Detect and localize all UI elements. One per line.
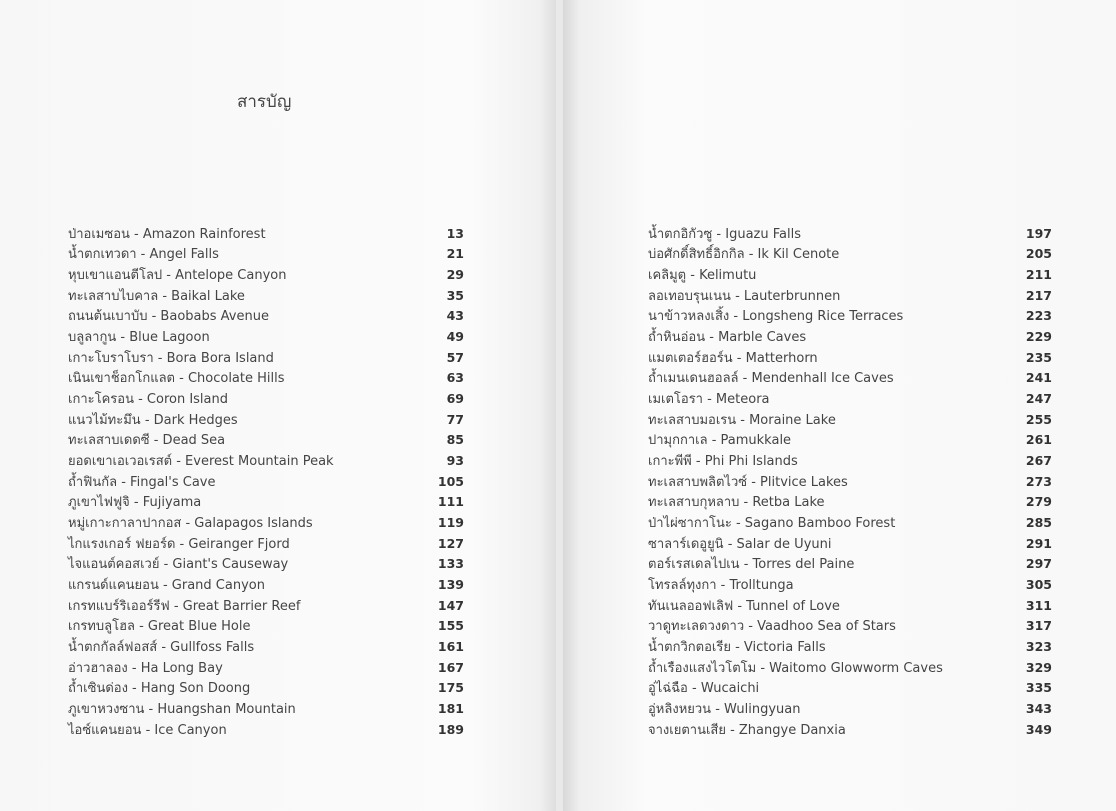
toc-entry[interactable] xyxy=(648,430,1052,451)
toc-entry[interactable] xyxy=(648,244,1052,265)
toc-entry-title: ยอดเขาเอเวอเรสต์ - Everest Mountain Peak xyxy=(68,454,334,470)
toc-entry-page-number: 147 xyxy=(437,597,464,613)
toc-list-right xyxy=(648,223,1052,739)
toc-entry-page-number: 35 xyxy=(446,287,464,303)
toc-entry-page-number: 261 xyxy=(1025,432,1052,448)
toc-entry-page-number: 223 xyxy=(1025,308,1052,324)
toc-entry[interactable] xyxy=(68,223,464,244)
toc-entry-title: ไอซ์แคนยอน - Ice Canyon xyxy=(68,722,227,738)
toc-entry[interactable] xyxy=(68,677,464,698)
toc-entry[interactable] xyxy=(68,285,464,306)
toc-entry-title: เคลิมูตู - Kelimutu xyxy=(648,268,757,284)
toc-entry[interactable] xyxy=(68,492,464,513)
toc-entry-title: บลูลากูน - Blue Lagoon xyxy=(68,330,210,346)
toc-entry-title: ทะเลสาบเดดซี - Dead Sea xyxy=(68,433,226,449)
toc-entry[interactable] xyxy=(68,574,464,595)
toc-entry[interactable] xyxy=(648,636,1052,657)
toc-entry[interactable] xyxy=(648,719,1052,740)
toc-entry-page-number: 211 xyxy=(1025,267,1052,283)
toc-entry[interactable] xyxy=(648,698,1052,719)
toc-entry[interactable] xyxy=(68,533,464,554)
toc-entry-title: ป่าไผ่ซากาโนะ - Sagano Bamboo Forest xyxy=(648,516,896,532)
toc-entry[interactable] xyxy=(648,306,1052,327)
toc-entry[interactable] xyxy=(68,347,464,368)
toc-entry[interactable] xyxy=(68,595,464,616)
toc-entry-title: ไกแรงเกอร์ ฟยอร์ด - Geiranger Fjord xyxy=(68,536,290,552)
toc-entry-page-number: 49 xyxy=(446,329,464,345)
toc-entry-page-number: 343 xyxy=(1025,700,1052,716)
toc-entry-page-number: 267 xyxy=(1025,453,1052,469)
toc-entry-page-number: 119 xyxy=(437,515,464,531)
toc-entry[interactable] xyxy=(648,450,1052,471)
toc-entry-title: อู่หลิงหยวน - Wulingyuan xyxy=(648,701,801,717)
toc-entry[interactable] xyxy=(648,471,1052,492)
toc-entry[interactable] xyxy=(68,450,464,471)
toc-entry-page-number: 57 xyxy=(446,349,464,365)
toc-entry-title: แกรนด์แคนยอน - Grand Canyon xyxy=(68,577,265,593)
toc-entry-page-number: 127 xyxy=(437,535,464,551)
toc-entry-title: ถ้ำหินอ่อน - Marble Caves xyxy=(648,330,807,346)
toc-entry-page-number: 329 xyxy=(1025,659,1052,675)
toc-entry[interactable] xyxy=(68,471,464,492)
toc-entry[interactable] xyxy=(648,554,1052,575)
toc-entry[interactable] xyxy=(68,326,464,347)
toc-entry-page-number: 255 xyxy=(1025,411,1052,427)
toc-entry-page-number: 29 xyxy=(446,267,464,283)
toc-entry[interactable] xyxy=(68,409,464,430)
toc-entry-title: ตอร์เรสเดลไปเน - Torres del Paine xyxy=(648,557,855,573)
toc-entry-title: โทรลล์ทุงกา - Trolltunga xyxy=(648,577,794,593)
toc-entry[interactable] xyxy=(68,719,464,740)
toc-entry[interactable] xyxy=(648,347,1052,368)
toc-entry-page-number: 13 xyxy=(446,225,464,241)
toc-entry-title: ทะเลสาบไบคาล - Baikal Lake xyxy=(68,288,245,304)
toc-entry-page-number: 133 xyxy=(437,556,464,572)
toc-entry[interactable] xyxy=(68,636,464,657)
toc-entry[interactable] xyxy=(68,657,464,678)
toc-entry-page-number: 167 xyxy=(437,659,464,675)
toc-entry[interactable] xyxy=(648,409,1052,430)
toc-entry-title: ถ้ำฟินกัล - Fingal's Cave xyxy=(68,474,216,490)
toc-entry[interactable] xyxy=(68,698,464,719)
toc-entry-title: ถ้ำเรืองแสงไวโตโม - Waitomo Glowworm Caves xyxy=(648,660,943,676)
toc-entry-page-number: 63 xyxy=(446,370,464,386)
toc-entry-page-number: 21 xyxy=(446,246,464,262)
toc-entry-page-number: 43 xyxy=(446,308,464,324)
toc-entry-page-number: 285 xyxy=(1025,515,1052,531)
toc-entry-title: อู่ไฉ่ฉือ - Wucaichi xyxy=(648,681,760,697)
toc-entry-page-number: 317 xyxy=(1025,618,1052,634)
toc-entry-page-number: 305 xyxy=(1025,576,1052,592)
toc-entry-title: อ่าวฮาลอง - Ha Long Bay xyxy=(68,660,223,676)
toc-entry-title: น้ำตกกัลล์ฟอสส์ - Gullfoss Falls xyxy=(68,639,255,655)
toc-entry-title: ทันเนลออฟเลิฟ - Tunnel of Love xyxy=(648,598,840,614)
toc-entry-page-number: 69 xyxy=(446,391,464,407)
toc-entry[interactable] xyxy=(648,657,1052,678)
toc-entry-title: จางเยตานเสีย - Zhangye Danxia xyxy=(648,722,846,738)
toc-entry[interactable] xyxy=(68,512,464,533)
toc-entry-title: บ่อศักดิ์สิทธิ์อิกกิล - Ik Kil Cenote xyxy=(648,247,840,263)
toc-entry-title: น้ำตกเทวดา - Angel Falls xyxy=(68,247,219,263)
toc-entry-title: เกรทแบร์ริเออร์รีฟ - Great Barrier Reef xyxy=(68,598,301,614)
toc-entry-page-number: 77 xyxy=(446,411,464,427)
toc-entry-title: เกาะพีพี - Phi Phi Islands xyxy=(648,454,798,470)
toc-entry-title: เกาะโครอน - Coron Island xyxy=(68,392,228,408)
toc-entry-title: ภูเขาไฟฟูจิ - Fujiyama xyxy=(68,495,202,511)
toc-entry-page-number: 217 xyxy=(1025,287,1052,303)
toc-entry-page-number: 197 xyxy=(1025,225,1052,241)
toc-entry-title: ซาลาร์เดอูยูนิ - Salar de Uyuni xyxy=(648,536,832,552)
toc-entry-title: ภูเขาหวงซาน - Huangshan Mountain xyxy=(68,701,296,717)
toc-entry-page-number: 241 xyxy=(1025,370,1052,386)
right-page xyxy=(563,0,1116,811)
toc-entry-title: ถ้ำเซินด่อง - Hang Son Doong xyxy=(68,681,251,697)
toc-entry[interactable] xyxy=(648,223,1052,244)
toc-entry-page-number: 189 xyxy=(437,721,464,737)
toc-entry-page-number: 349 xyxy=(1025,721,1052,737)
toc-entry-title: หุบเขาแอนตีโลป - Antelope Canyon xyxy=(68,268,287,284)
toc-entry-page-number: 105 xyxy=(437,473,464,489)
toc-entry[interactable] xyxy=(68,615,464,636)
toc-entry-title: ปามุกกาเล - Pamukkale xyxy=(648,433,792,449)
toc-entry-title: น้ำตกอิกัวซู - Iguazu Falls xyxy=(648,226,801,242)
toc-entry[interactable] xyxy=(68,554,464,575)
toc-entry-page-number: 155 xyxy=(437,618,464,634)
toc-entry-page-number: 205 xyxy=(1025,246,1052,262)
toc-entry-page-number: 161 xyxy=(437,638,464,654)
toc-entry-title: ทะเลสาบพลิตไวซ์ - Plitvice Lakes xyxy=(648,474,848,490)
toc-entry[interactable] xyxy=(68,306,464,327)
toc-entry-title: ป่าอเมซอน - Amazon Rainforest xyxy=(68,226,266,242)
toc-entry-page-number: 181 xyxy=(437,700,464,716)
toc-entry-title: แมตเตอร์ฮอร์น - Matterhorn xyxy=(648,350,818,366)
toc-entry-title: เกรทบลูโฮล - Great Blue Hole xyxy=(68,619,251,635)
toc-entry-page-number: 93 xyxy=(446,453,464,469)
toc-entry-title: ลอเทอบรุนเนน - Lauterbrunnen xyxy=(648,288,841,304)
toc-entry[interactable] xyxy=(68,244,464,265)
toc-entry-page-number: 139 xyxy=(437,576,464,592)
toc-entry-page-number: 291 xyxy=(1025,535,1052,551)
toc-entry[interactable] xyxy=(68,430,464,451)
toc-entry-page-number: 229 xyxy=(1025,329,1052,345)
toc-entry-title: หมู่เกาะกาลาปากอส - Galapagos Islands xyxy=(68,516,313,532)
toc-entry[interactable] xyxy=(648,285,1052,306)
toc-entry-page-number: 235 xyxy=(1025,349,1052,365)
toc-entry-title: เนินเขาช็อกโกแลต - Chocolate Hills xyxy=(68,371,285,387)
toc-entry-title: นาข้าวหลงเสิ้ง - Longsheng Rice Terraces xyxy=(648,309,904,325)
toc-entry-page-number: 323 xyxy=(1025,638,1052,654)
toc-entry[interactable] xyxy=(648,388,1052,409)
toc-entry-page-number: 247 xyxy=(1025,391,1052,407)
page-title: สารบัญ xyxy=(237,92,292,112)
toc-entry-page-number: 311 xyxy=(1025,597,1052,613)
toc-entry-page-number: 335 xyxy=(1025,680,1052,696)
toc-entry-page-number: 273 xyxy=(1025,473,1052,489)
toc-entry-page-number: 111 xyxy=(437,494,464,510)
left-page xyxy=(0,0,556,811)
toc-entry-page-number: 85 xyxy=(446,432,464,448)
toc-list-left xyxy=(68,223,464,739)
toc-entry[interactable] xyxy=(68,388,464,409)
toc-entry[interactable] xyxy=(648,574,1052,595)
toc-entry-title: แนวไม้ทะมึน - Dark Hedges xyxy=(68,412,238,428)
toc-entry[interactable] xyxy=(648,264,1052,285)
toc-entry[interactable] xyxy=(648,326,1052,347)
toc-entry[interactable] xyxy=(648,368,1052,389)
toc-entry-title: ทะเลสาบมอเรน - Moraine Lake xyxy=(648,412,836,428)
toc-entry[interactable] xyxy=(648,615,1052,636)
toc-entry-title: ถนนต้นเบาบับ - Baobabs Avenue xyxy=(68,309,269,325)
toc-entry-title: ถ้ำเมนเดนฮอลล์ - Mendenhall Ice Caves xyxy=(648,371,894,387)
toc-entry-page-number: 297 xyxy=(1025,556,1052,572)
toc-entry-title: เกาะโบราโบรา - Bora Bora Island xyxy=(68,350,274,366)
toc-entry[interactable] xyxy=(648,512,1052,533)
toc-entry[interactable] xyxy=(68,264,464,285)
toc-entry[interactable] xyxy=(68,368,464,389)
toc-entry[interactable] xyxy=(648,533,1052,554)
toc-entry-title: ทะเลสาบกุหลาบ - Retba Lake xyxy=(648,495,825,511)
toc-entry[interactable] xyxy=(648,492,1052,513)
toc-entry-page-number: 279 xyxy=(1025,494,1052,510)
toc-entry-page-number: 175 xyxy=(437,680,464,696)
toc-entry-title: เมเตโอรา - Meteora xyxy=(648,392,770,408)
toc-entry-title: วาดูทะเลดวงดาว - Vaadhoo Sea of Stars xyxy=(648,619,896,635)
toc-entry-title: ไจแอนต์คอสเวย์ - Giant's Causeway xyxy=(68,557,289,573)
toc-entry-title: น้ำตกวิกตอเรีย - Victoria Falls xyxy=(648,639,826,655)
toc-entry[interactable] xyxy=(648,677,1052,698)
toc-entry[interactable] xyxy=(648,595,1052,616)
